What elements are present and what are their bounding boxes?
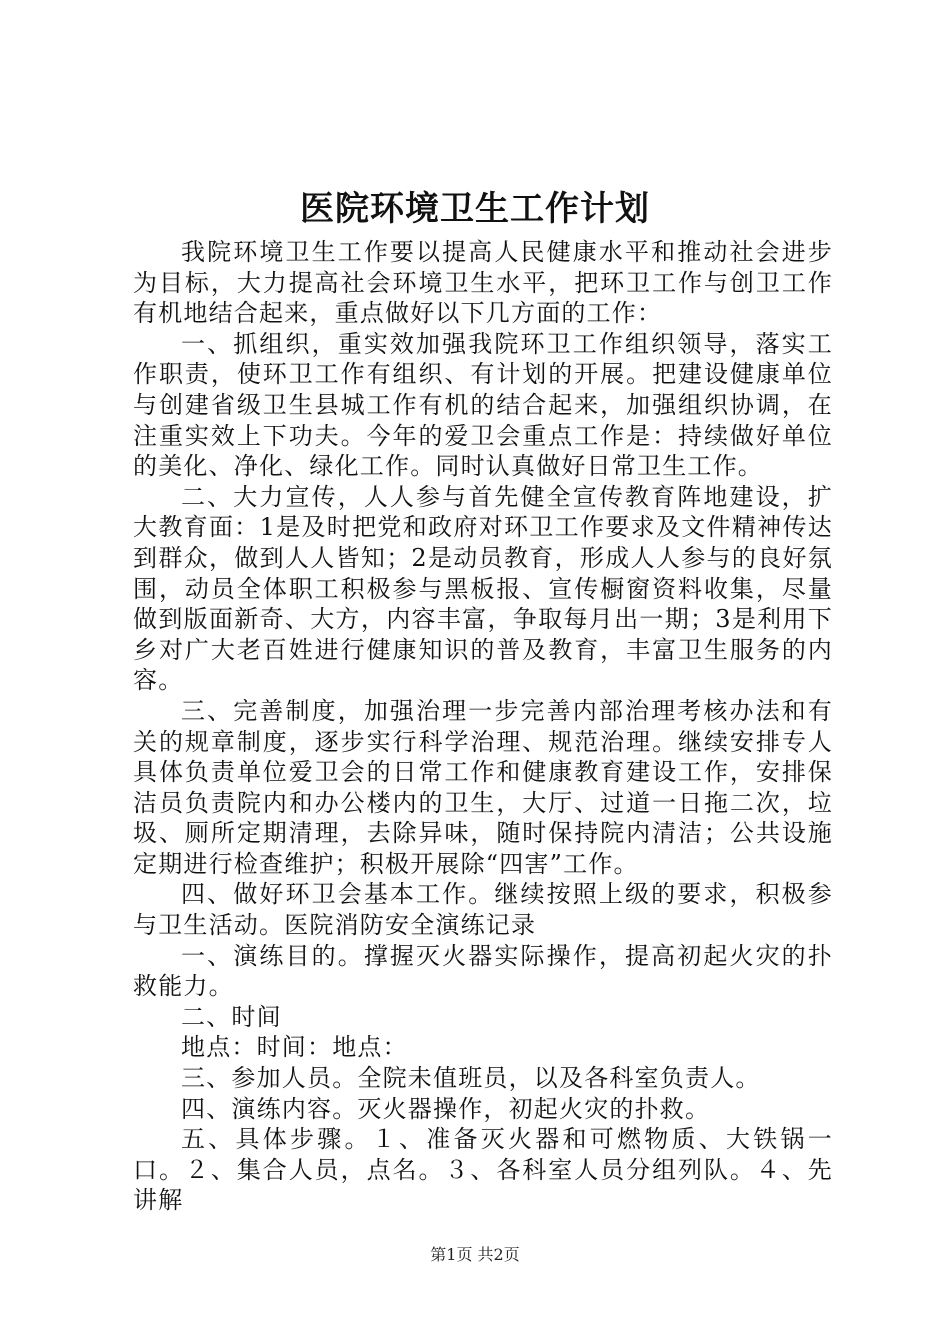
document-title: 医院环境卫生工作计划: [300, 189, 650, 229]
drill-participants-paragraph: 三、参加人员。全院未值班员，以及各科室负责人。: [181, 1064, 761, 1093]
section-organization-paragraph: 一、抓组织，重实效加强我院环卫工作组织领导，落实工作职责，使环卫工作有组织、有计划的开展。把建设健康单位与创建省级卫生县城工作有机的结合起来，加强组织协调，在注重实效上下功夫。今年的爱卫会重点工作是：持续做好单位的美化、净化、绿化工作。同时认真做好日常卫生工作。: [133, 329, 833, 481]
document-body: [133, 237, 833, 1216]
drill-purpose-paragraph: 一、演练目的。撑握灭火器实际操作，提高初起火灾的扑救能力。: [133, 941, 833, 1001]
drill-time-paragraph: 二、时间: [181, 1002, 282, 1031]
section-basic-work-paragraph: 四、做好环卫会基本工作。继续按照上级的要求，积极参与卫生活动。医院消防安全演练记录: [133, 880, 833, 940]
drill-steps-paragraph: 五、具体步骤。１、准备灭火器和可燃物质、大铁锅一口。２、集合人员，点名。３、各科室人员分组列队。４、先讲解: [133, 1125, 833, 1215]
section-publicity-paragraph: 二、大力宣传，人人参与首先健全宣传教育阵地建设，扩大教育面：1是及时把党和政府对环卫工作要求及文件精神传达到群众，做到人人皆知；2是动员教育，形成人人参与的良好氛围，动员全体职工积极参与黑板报、宣传橱窗资料收集，尽量做到版面新奇、大方，内容丰富，争取每月出一期；3是利用下乡对广大老百姓进行健康知识的普及教育，丰富卫生服务的内容。: [133, 482, 833, 695]
section-system-paragraph: 三、完善制度，加强治理一步完善内部治理考核办法和有关的规章制度，逐步实行科学治理、规范治理。继续安排专人具体负责单位爱卫会的日常工作和健康教育建设工作，安排保洁员负责院内和办公楼内的卫生，大厅、过道一日拖二次，垃圾、厕所定期清理，去除异味，随时保持院内清洁；公共设施定期进行检查维护；积极开展除“四害”工作。: [133, 696, 833, 878]
drill-location-paragraph: 地点：时间：地点：: [181, 1033, 408, 1062]
page-footer: 第1页 共2页: [430, 1245, 520, 1264]
intro-paragraph: 我院环境卫生工作要以提高人民健康水平和推动社会进步为目标，大力提高社会环境卫生水平，把环卫工作与创卫工作有机地结合起来，重点做好以下几方面的工作：: [133, 238, 833, 328]
drill-content-paragraph: 四、演练内容。灭火器操作，初起火灾的扑救。: [181, 1094, 711, 1123]
